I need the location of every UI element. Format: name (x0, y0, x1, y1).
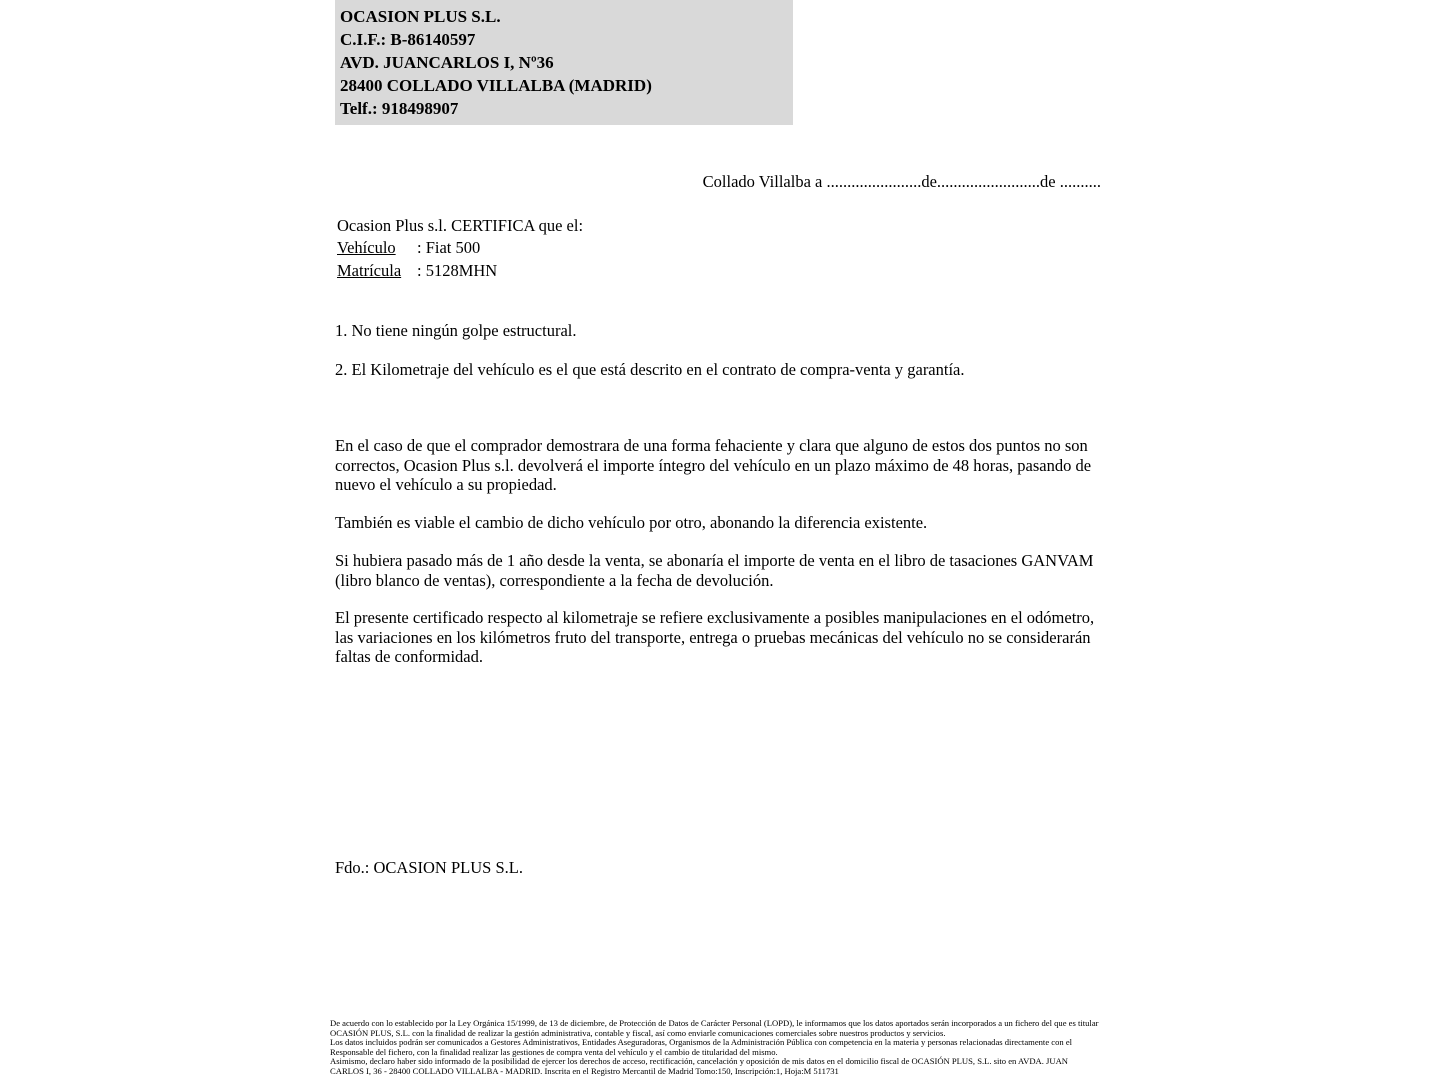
company-name: OCASION PLUS S.L. (340, 7, 501, 26)
legal-footer-paragraph-3: Asimismo, declaro haber sido informado de la posibilidad de ejercer los derechos de acceso, rectificación, cancelación y oposición de mis datos en el domicilio fiscal de OCASIÓN PLUS, S.L. sito en AVDA. JUAN CARLOS I, 36 - 28400 COLLADO VILLALBA - MADRID. Inscrita en el Registro Mercantil de Madrid Tomo:150, Inscripción:1, Hoja:M 511731 (330, 1056, 1069, 1076)
plate-label: Matrícula (337, 261, 402, 280)
plate-line (335, 259, 1101, 282)
company-phone: Telf.: 918498907 (340, 99, 459, 118)
company-header-box (335, 0, 793, 125)
vehicle-label: Vehículo (337, 238, 396, 257)
document-content (335, 0, 1101, 877)
paragraph-refund: En el caso de que el comprador demostrara de una forma fehaciente y clara que alguno de estos dos puntos no son correctos, Ocasion Plus s.l. devolverá el importe íntegro del vehículo en un plazo máximo de 48 horas, pasando de nuevo el vehículo a su propiedad. (335, 436, 1092, 494)
certifica-intro: Ocasion Plus s.l. CERTIFICA que el: (337, 216, 584, 235)
legal-footer-paragraph-2: Los datos incluidos podrán ser comunicados a Gestores Administrativos, Entidades Aseguradoras, Organismos de la Administración Pública con competencia en la materia y personas relacionadas directamente con el Responsable del fichero, con la finalidad realizar las gestiones de compra venta del vehículo y el cambio de titularidad del mismo. (330, 1037, 1073, 1057)
vehicle-line (335, 236, 1101, 259)
plate-value: : 5128MHN (417, 261, 498, 280)
certified-point-1: 1. No tiene ningún golpe estructural. (335, 321, 577, 340)
company-cif: C.I.F.: B-86140597 (340, 30, 476, 49)
certified-point-2: 2. El Kilometraje del vehículo es el que está descrito en el contrato de compra-venta y garantía. (335, 359, 965, 379)
legal-footer (330, 1019, 1102, 1077)
vehicle-value: : Fiat 500 (417, 238, 481, 257)
paragraph-ganvam: Si hubiera pasado más de 1 año desde la venta, se abonaría el importe de venta en el libro de tasaciones GANVAM (libro blanco de ventas), correspondiente a la fecha de devolución. (335, 551, 1094, 590)
signature-line: Fdo.: OCASION PLUS S.L. (335, 857, 523, 877)
paragraph-odometer: El presente certificado respecto al kilometraje se refiere exclusivamente a posibles manipulaciones en el odómetro, las variaciones en los kilómetros fruto del transporte, entrega o pruebas mecánicas del vehículo no se considerarán faltas de conformidad. (335, 608, 1095, 666)
paragraph-exchange: También es viable el cambio de dicho vehículo por otro, abonando la diferencia existente. (335, 512, 928, 532)
company-address: AVD. JUANCARLOS I, Nº36 (340, 53, 554, 72)
company-city: 28400 COLLADO VILLALBA (MADRID) (340, 76, 652, 95)
legal-footer-paragraph-1: De acuerdo con lo establecido por la Ley Orgánica 15/1999, de 13 de diciembre, de Protección de Datos de Carácter Personal (LOPD), le informamos que los datos aportados serán incorporados a un fichero del que es titular OCASIÓN PLUS, S.L. con la finalidad de realizar la gestión administrativa, contable y fiscal, así como enviarle comunicaciones comerciales sobre nuestros productos y servicios. (330, 1018, 1099, 1038)
date-line: Collado Villalba a .......................de.........................de .......... (702, 172, 1101, 191)
